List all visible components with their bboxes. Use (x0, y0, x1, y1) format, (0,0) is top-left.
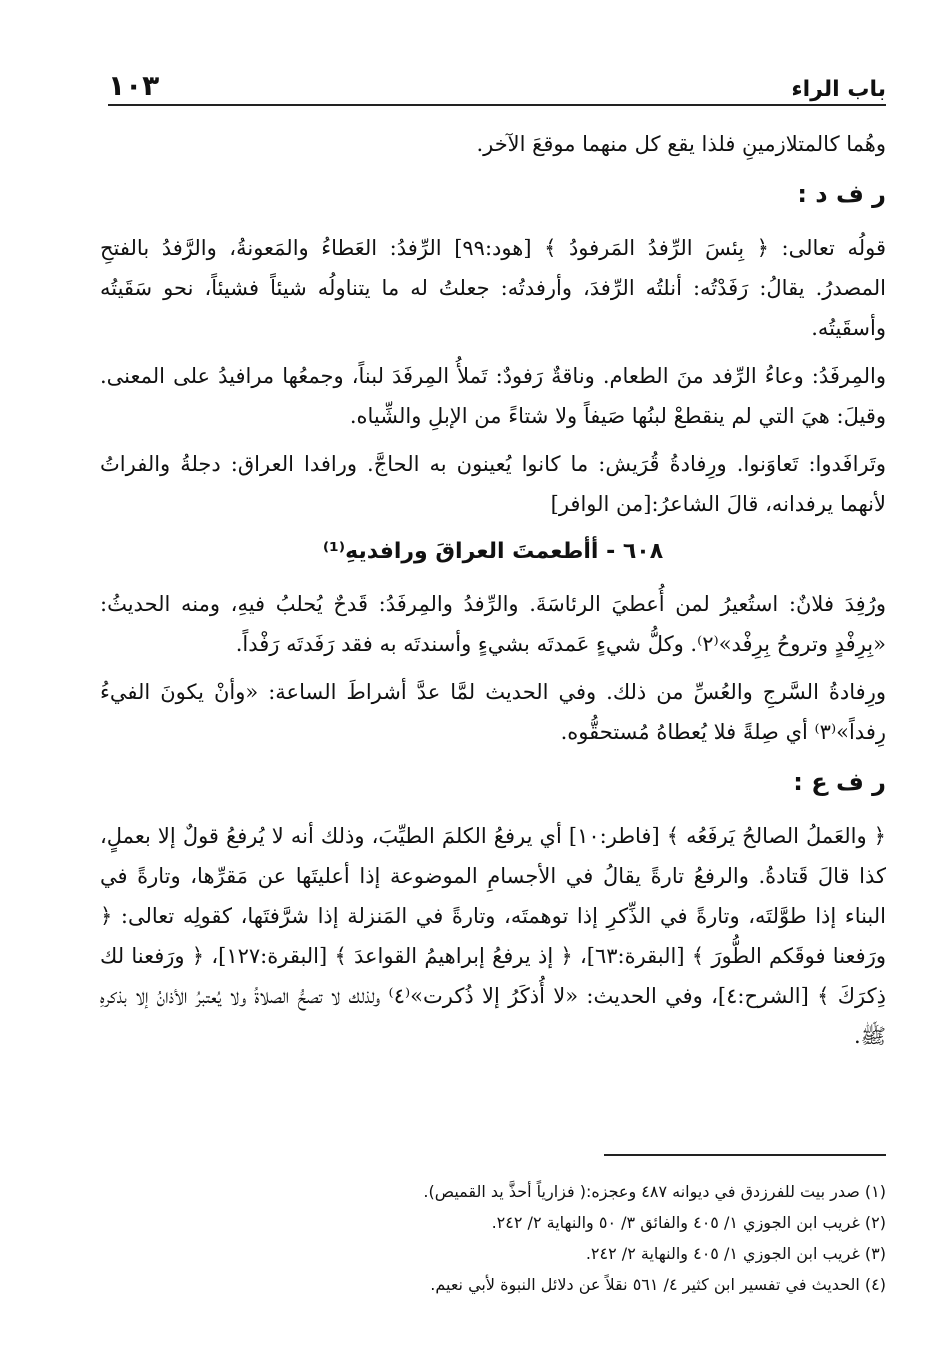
footnotes (100, 1176, 886, 1300)
paragraph-rfd-3: وتَرافَدوا: تَعاوَنوا. ورِفادةُ قُرَيش: ما كانوا يُعينون به الحاجَّ. ورافدا العراق: دجلةُ والفراتُ لأنهما يرفدانه، قالَ الشاعرُ:[من الوافر] (100, 452, 886, 516)
running-title: باب الراء (791, 77, 886, 102)
intro-paragraph: وهُما كالمتلازمينِ فلذا يقع كل منهما موقعَ الآخر. (476, 132, 886, 156)
footnote-1: (١) صدر بيت للفرزدق في ديوانه ٤٨٧ وعجزه:( فزارياً أحذَّ يد القميص). (423, 1182, 886, 1201)
footnote-4: (٤) الحديث في تفسير ابن كثير ٤/ ٥٦١ نقلاً عن دلائل النبوة لأبي نعيم. (430, 1275, 886, 1294)
paragraph-rfd-2: والمِرفَدُ: وعاءُ الرِّفد منَ الطعام. وناقةٌ رَفودٌ: تَملأُ المِرفَدَ لبناً، وجمعُها مرافيدُ على المعنى. وقيلَ: هيَ التي لم ينقطعْ لبنُها صَيفاً ولا شتاءً من الإبلِ والشِّياه. (100, 364, 886, 428)
footnote-2: (٢) غريب ابن الجوزي ١/ ٤٠٥ والفائق ٣/ ٥٠ والنهاية ٢/ ٢٤٢. (491, 1213, 886, 1232)
poetry-verse: ٦٠٨ - أأطعمتَ العراقَ ورافديهِ⁽¹⁾ (322, 539, 664, 564)
root-heading-rfd: ر ف د : (797, 180, 886, 208)
page-header (108, 64, 886, 102)
paragraph-rfd-4: ورُفِدَ فلانٌ: استُعيرُ لمن أُعطيَ الرئاسَةَ. والرِّفدُ والمِرفَدُ: قَدحٌ يُحلبُ فيهِ، ومنه الحديثُ: «بِرِفْدٍ وتروحُ بِرِفْد»⁽٢⁾. وكلُّ شيءٍ عَمدتَه بشيءٍ وأسندتَه به فقد رَفَدتَه رَفْداً. (100, 592, 886, 656)
paragraph-rfd-1: قولُه تعالى: ﴿ بِئسَ الرِّفدُ المَرفودُ ﴾ [هود:٩٩] الرِّفدُ: العَطاءُ والمَعونةُ، والرَّفدُ بالفتحِ المصدرُ. يقالُ: رَفَدْتُه: أنلتُه الرِّفدَ، وأرفدتُه: جعلتُ له ما يتناولُه شيئاً فشيئاً، نحو سَقَيتُه وأسقَيتُه. (100, 236, 887, 340)
main-text (100, 124, 886, 1064)
root-heading-rfa: ر ف ع : (793, 768, 886, 796)
paragraph-rfa-1: ﴿ والعَملُ الصالحُ يَرفَعُه ﴾ [فاطر:١٠] أي يرفعُ الكلمَ الطيِّبَ، وذلك أنه لا يُرفعُ قولٌ إلا بعملٍ، كذا قالَ قَتادةُ. والرفعُ تارةً يقالُ في الأجسامِ الموضوعة إذا أعليتَها عن مَقرِّها، وتارةً في البناء إذا طوَّلتَه، وتارةً في الذِّكرِ إذا توهمتَه، وتارةً في المَنزلة إذا شرَّفتَها، كقولِه تعالى: ﴿ ورَفعنا فوقَكم الطُّورَ ﴾ [البقرة:٦٣]، ﴿ إذ يرفعُ إبراهيمُ القواعدَ ﴾ [البقرة:١٢٧]، ﴿ ورَفعنا لك ذِكرَكَ ﴾ [الشرح:٤]، وفي الحديث: «لا أُذكَرُ إلا ذُكرت»⁽٤⁾ ولذلك لا تصحُّ الصلاةُ ولا يُعتبرُ الأذانُ إلا بذكرهِ ﷺ. (100, 824, 886, 1048)
header-rule (108, 104, 886, 106)
page-number: ١٠٣ (108, 69, 160, 102)
footnote-rule (604, 1154, 886, 1156)
paragraph-rfd-5: ورِفادةُ السَّرجِ والعُسِّ من ذلك. وفي الحديث لمَّا عدَّ أشراطَ الساعة: «وأنْ يكونَ الفيءُ رِفداً»⁽٣⁾ أي صِلةً فلا يُعطاهُ مُستحقُّوه. (100, 680, 886, 744)
footnote-3: (٣) غريب ابن الجوزي ١/ ٤٠٥ والنهاية ٢/ ٢٤٢. (585, 1244, 886, 1263)
